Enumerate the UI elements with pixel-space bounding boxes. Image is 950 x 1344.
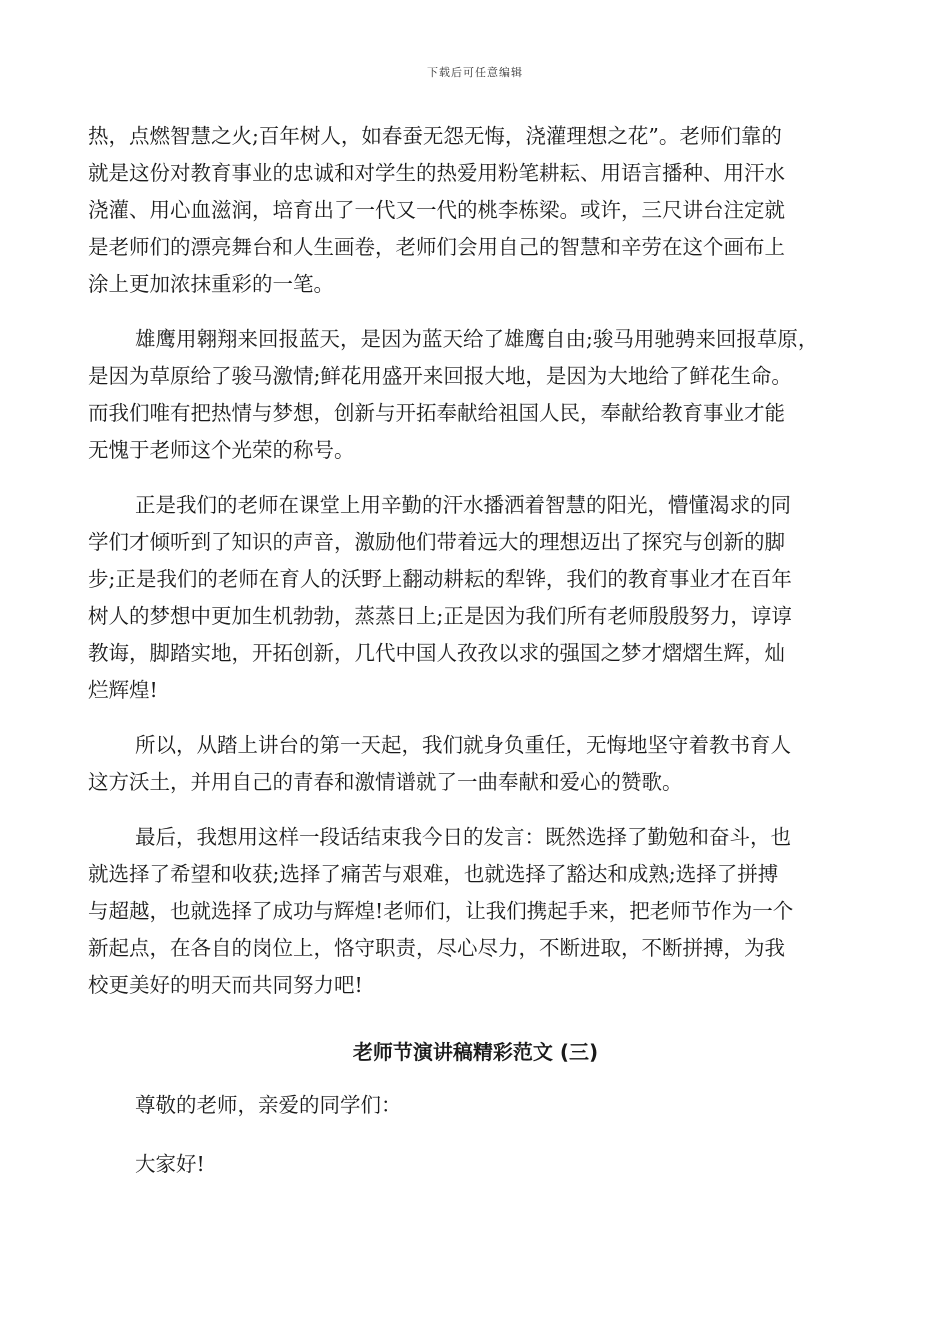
paragraph-4: [88, 727, 863, 801]
paragraph-line: 校更美好的明天而共同努力吧!: [88, 973, 363, 997]
paragraph-line: 是因为草原给了骏马激情;鲜花用盛开来回报大地，是因为大地给了鲜花生命。: [88, 364, 792, 388]
paragraph-line: 烂辉煌!: [88, 678, 158, 702]
paragraph-5: [88, 819, 863, 1004]
paragraph-line: 教诲，脚踏实地，开拓创新，几代中国人孜孜以求的强国之梦才熠熠生辉，灿: [88, 641, 785, 665]
paragraph-line: 而我们唯有把热情与梦想，创新与开拓奉献给祖国人民，奉献给教育事业才能: [88, 401, 785, 425]
paragraph-line: 无愧于老师这个光荣的称号。: [88, 438, 355, 462]
paragraph-line: 热，点燃智慧之火;百年树人，如春蚕无怨无悔，浇灌理想之花”。老师们靠的: [88, 124, 782, 148]
paragraph-3: [88, 487, 863, 709]
paragraph-line: 正是我们的老师在课堂上用辛勤的汗水播洒着智慧的阳光，懵懂渴求的同: [135, 493, 791, 517]
paragraph-line: 与超越，也就选择了成功与辉煌!老师们，让我们携起手来，把老师节作为一个: [88, 899, 794, 923]
paragraph-line: 新起点，在各自的岗位上，恪守职责，尽心尽力，不断进取，不断拼搏，为我: [88, 936, 785, 960]
page-header: 下载后可任意编辑: [427, 66, 523, 79]
paragraph-line: 最后，我想用这样一段话结束我今日的发言：既然选择了勤勉和奋斗，也: [135, 825, 791, 849]
paragraph-line: 树人的梦想中更加生机勃勃，蒸蒸日上;正是因为我们所有老师殷殷努力，谆谆: [88, 604, 792, 628]
greeting-text: 大家好!: [135, 1152, 205, 1176]
salutation: [88, 1087, 863, 1124]
paragraph-line: 浇灌、用心血滋润，培育出了一代又一代的桃李栋梁。或许，三尺讲台注定就: [88, 198, 785, 222]
paragraph-line: 是老师们的漂亮舞台和人生画卷，老师们会用自己的智慧和辛劳在这个画布上: [88, 235, 785, 259]
paragraph-line: 步;正是我们的老师在育人的沃野上翻动耕耘的犁铧，我们的教育事业才在百年: [88, 567, 792, 591]
paragraph-line: 学们才倾听到了知识的声音，激励他们带着远大的理想迈出了探究与创新的脚: [88, 530, 785, 554]
paragraph-line: 雄鹰用翱翔来回报蓝天，是因为蓝天给了雄鹰自由;骏马用驰骋来回报草原，: [135, 327, 819, 351]
paragraph-1: [88, 118, 863, 303]
greeting: [88, 1146, 863, 1183]
paragraph-line: 就是这份对教育事业的忠诚和对学生的热爱用粉笔耕耘、用语言播种、用汗水: [88, 161, 785, 185]
salutation-text: 尊敬的老师，亲爱的同学们：: [135, 1093, 402, 1117]
section-title: 老师节演讲稿精彩范文 (三): [352, 1040, 599, 1064]
paragraph-2: [88, 321, 863, 469]
paragraph-line: 所以，从踏上讲台的第一天起，我们就身负重任，无悔地坚守着教书育人: [135, 733, 791, 757]
paragraph-line: 这方沃土，并用自己的青春和激情谱就了一曲奉献和爱心的赞歌。: [88, 770, 683, 794]
document-body: [88, 118, 863, 1205]
paragraph-line: 就选择了希望和收获;选择了痛苦与艰难，也就选择了豁达和成熟;选择了拼搏: [88, 862, 779, 886]
paragraph-line: 涂上更加浓抹重彩的一笔。: [88, 272, 334, 296]
